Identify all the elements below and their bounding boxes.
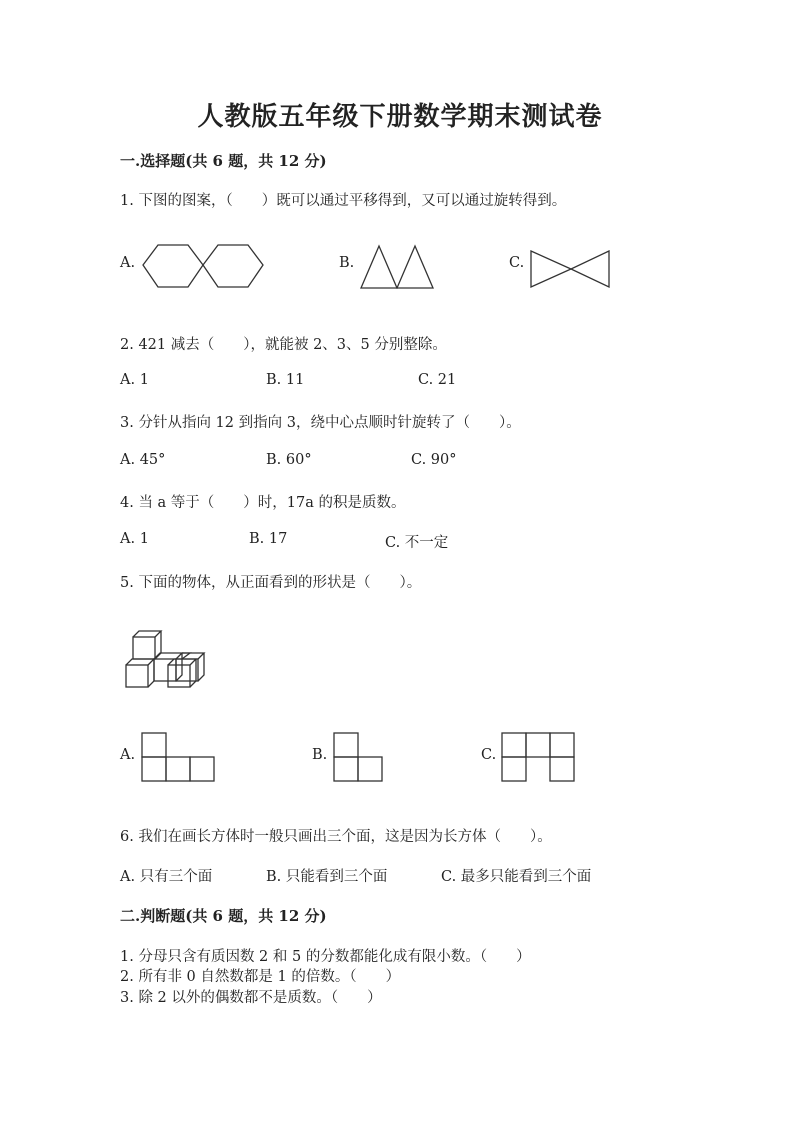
q1-figure-hexagons	[140, 243, 270, 291]
q1-option-b: B.	[339, 255, 355, 271]
q5-figure-cubes	[122, 627, 212, 691]
q4-option-c: C. 不一定	[385, 535, 449, 551]
question-3: 3. 分针从指向 12 到指向 3，绕中心点顺时针旋转了（ ）。	[120, 415, 521, 431]
q4-option-b: B. 17	[249, 531, 288, 547]
section-heading-choice: 一.选择题(共 6 题，共 12 分)	[120, 152, 327, 170]
section-heading-judgment: 二.判断题(共 6 题，共 12 分)	[120, 907, 327, 925]
question-1: 1. 下图的图案，（ ）既可以通过平移得到，又可以通过旋转得到。	[120, 193, 567, 209]
q5-option-b: B.	[312, 747, 328, 763]
q1-option-a: A.	[120, 255, 136, 271]
judgment-item-2: 2. 所有非 0 自然数都是 1 的倍数。（ ）	[120, 969, 401, 985]
q4-option-a: A. 1	[120, 531, 149, 547]
q1-figure-triangles	[359, 243, 439, 291]
question-2: 2. 421 减去（ ），就能被 2、3、5 分别整除。	[120, 337, 447, 353]
judgment-item-3: 3. 除 2 以外的偶数都不是质数。（ ）	[120, 990, 382, 1006]
q2-option-c: C. 21	[418, 372, 457, 388]
q5-option-b-figure	[333, 732, 385, 784]
q2-option-b: B. 11	[266, 372, 305, 388]
q3-option-c: C. 90°	[411, 452, 457, 468]
question-6: 6. 我们在画长方体时一般只画出三个面，这是因为长方体（ ）。	[120, 829, 552, 845]
q3-option-b: B. 60°	[266, 452, 312, 468]
q5-option-c: C.	[481, 747, 497, 763]
page-title: 人教版五年级下册数学期末测试卷	[197, 102, 603, 132]
q5-option-a: A.	[120, 747, 136, 763]
q6-option-b: B. 只能看到三个面	[266, 869, 388, 885]
q5-option-a-figure	[141, 732, 217, 784]
question-5: 5. 下面的物体，从正面看到的形状是（ ）。	[120, 575, 422, 591]
judgment-item-1: 1. 分母只含有质因数 2 和 5 的分数都能化成有限小数。（ ）	[120, 949, 531, 965]
q1-option-c: C.	[509, 255, 525, 271]
q3-option-a: A. 45°	[120, 452, 166, 468]
q5-option-c-figure	[501, 732, 577, 784]
q6-option-a: A. 只有三个面	[120, 869, 213, 885]
q6-option-c: C. 最多只能看到三个面	[441, 869, 592, 885]
q2-option-a: A. 1	[120, 372, 149, 388]
q1-figure-bowtie	[529, 249, 614, 291]
question-4: 4. 当 a 等于（ ）时，17a 的积是质数。	[120, 495, 406, 511]
